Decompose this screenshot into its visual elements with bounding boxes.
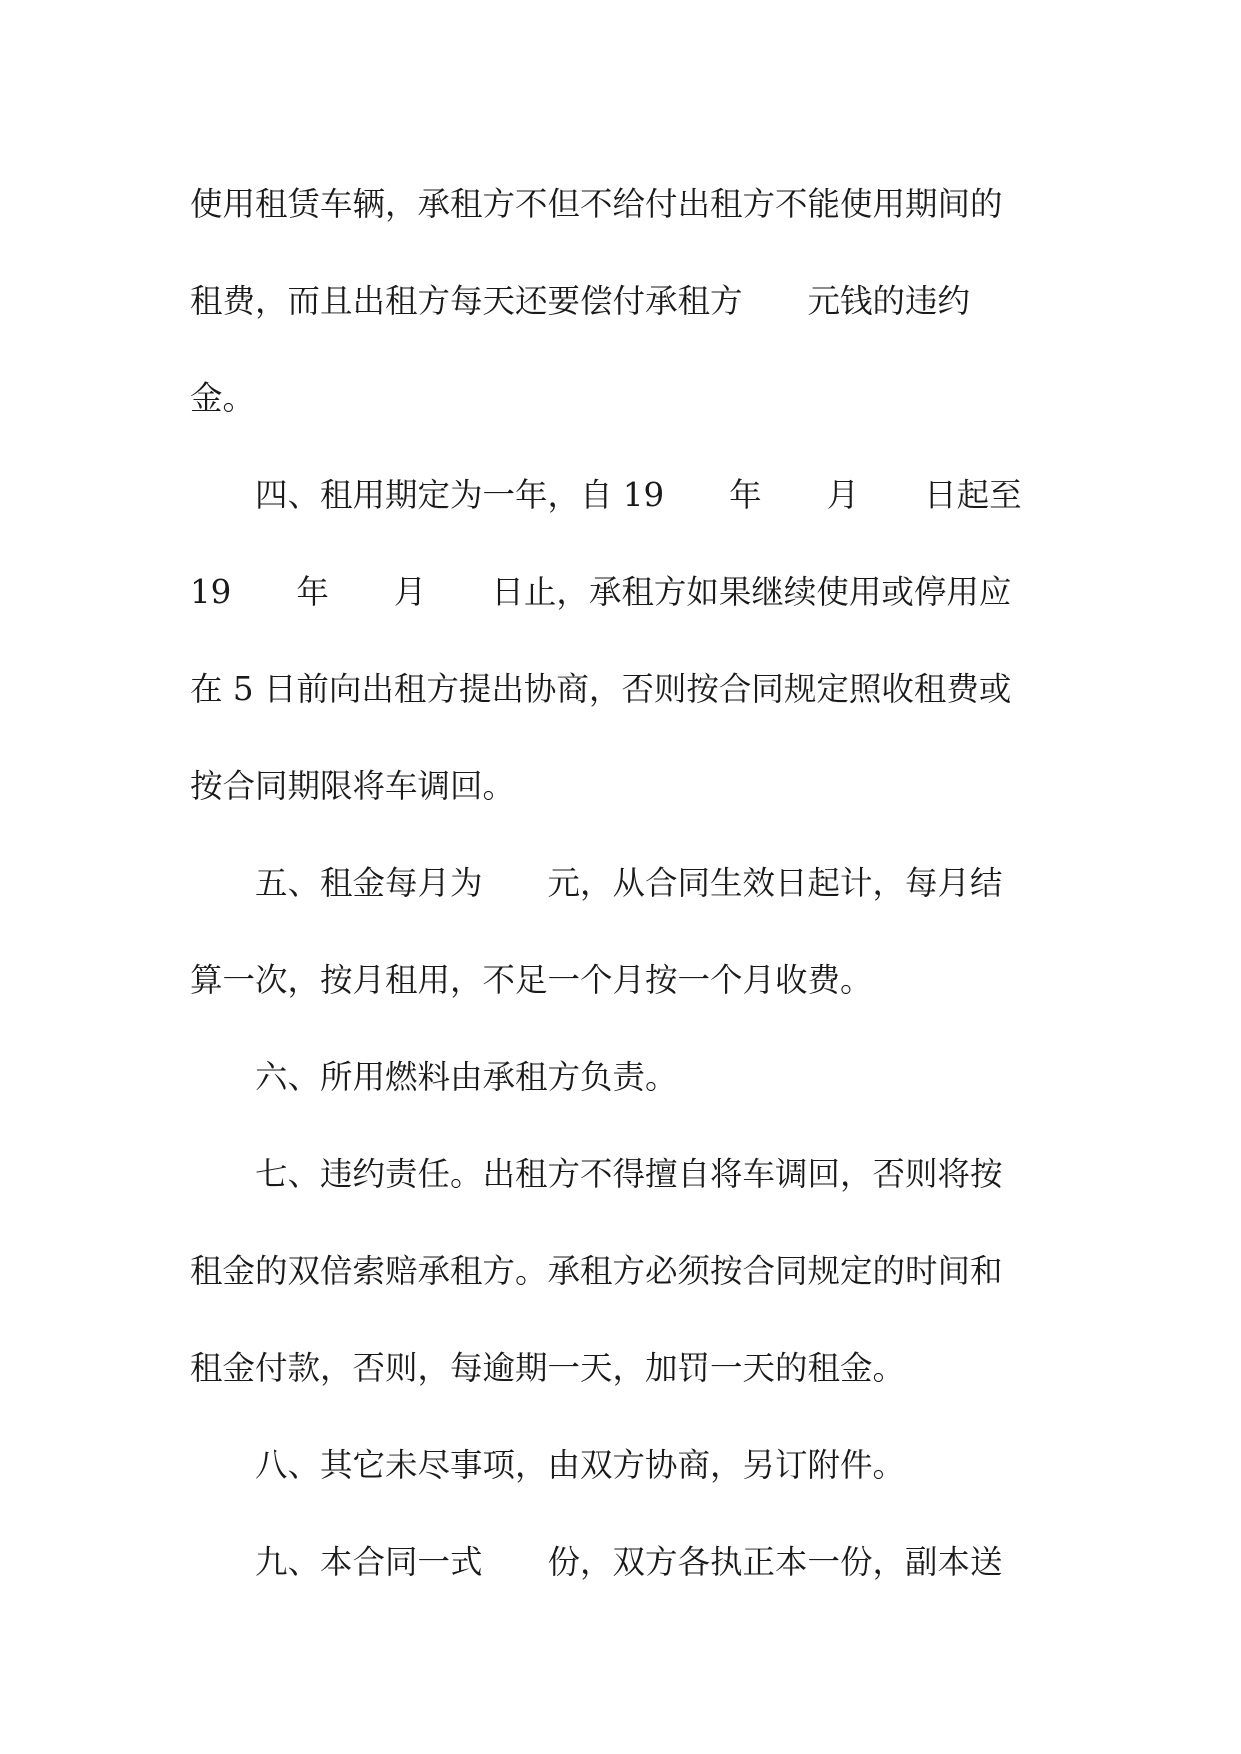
text-line: 九、本合同一式 份，双方各执正本一份，副本送 [190,1543,1003,1581]
text-line: 金。 [190,379,256,417]
text-line: 四、租用期定为一年，自 19 年 月 日起至 [190,476,1022,514]
text-line: 使用租赁车辆，承租方不但不给付出租方不能使用期间的 [190,185,1003,223]
text-line: 八、其它未尽事项，由双方协商，另订附件。 [190,1446,906,1484]
text-line: 五、租金每月为 元，从合同生效日起计，每月结 [190,864,1003,902]
text-line: 按合同期限将车调回。 [190,767,516,805]
text-line: 19 年 月 日止，承租方如果继续使用或停用应 [190,573,1012,611]
text-line: 租金付款，否则，每逾期一天，加罚一天的租金。 [190,1349,906,1387]
text-line: 六、所用燃料由承租方负责。 [190,1058,678,1096]
text-line: 算一次，按月租用，不足一个月按一个月收费。 [190,961,873,999]
text-line: 七、违约责任。出租方不得擅自将车调回，否则将按 [190,1155,1003,1193]
text-line: 在 5 日前向出租方提出协商，否则按合同规定照收租费或 [190,670,1012,708]
text-line: 租费，而且出租方每天还要偿付承租方 元钱的违约 [190,282,971,320]
text-line: 租金的双倍索赔承租方。承租方必须按合同规定的时间和 [190,1252,1003,1290]
